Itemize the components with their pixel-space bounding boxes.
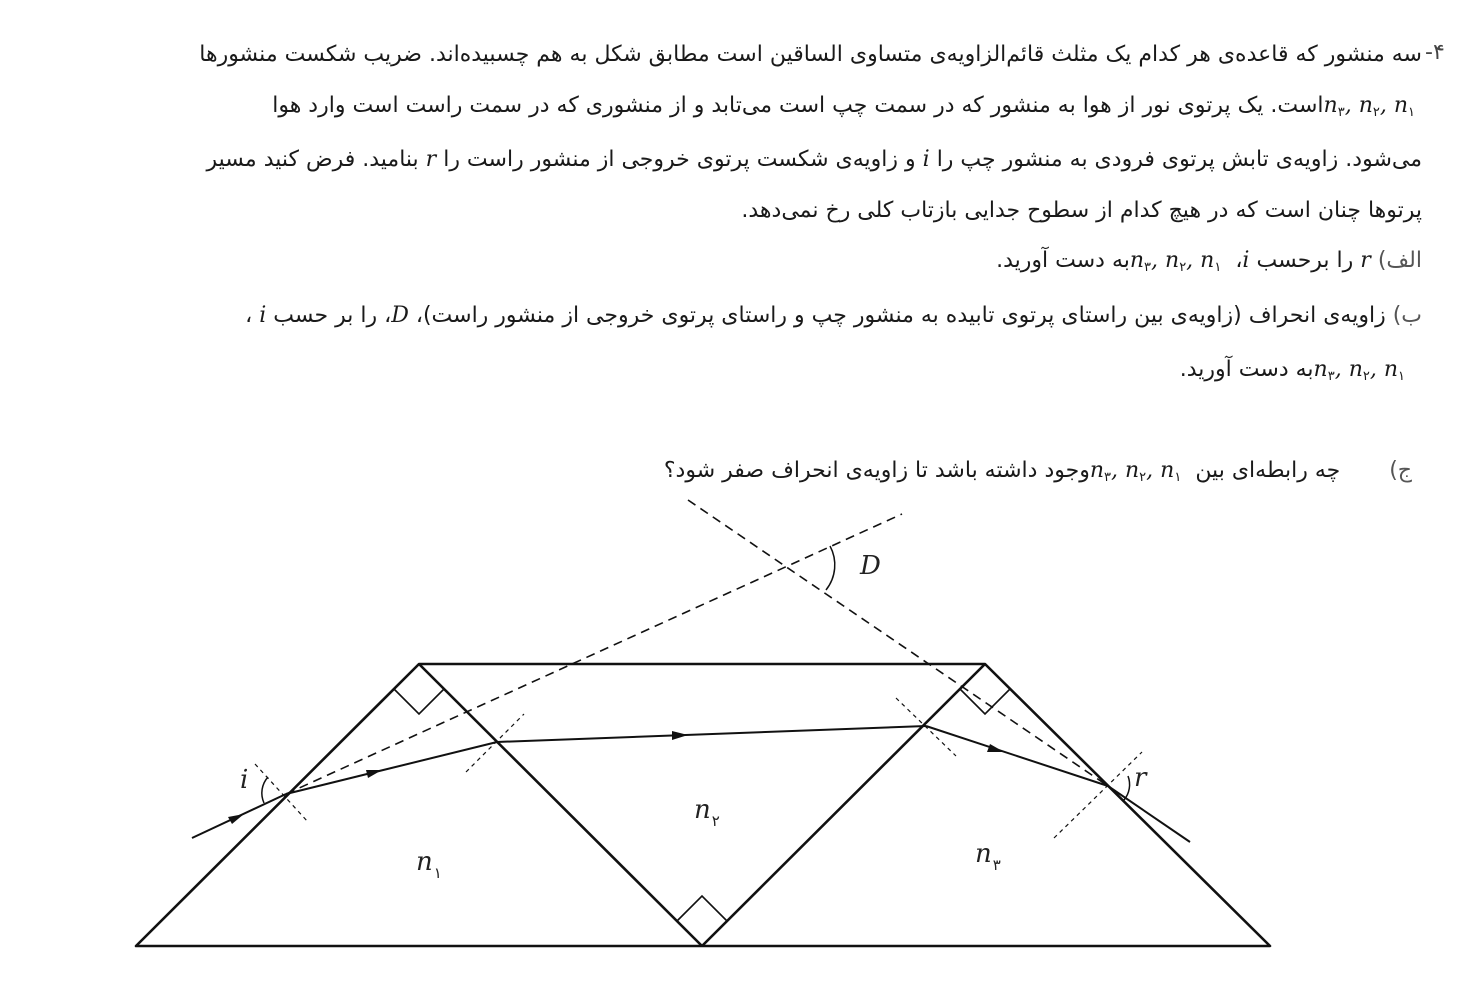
label-angle-i: i — [240, 765, 249, 795]
question-line-1-text: سه منشور که قاعده‌ی هر کدام یک مثلث قائم‌الزاویه‌ی متساوی الساقین است مطابق شکل به هم چسبیده‌اند. ضریب شکست منشورها — [199, 42, 1422, 67]
ray-in-prism-3 — [926, 726, 1108, 786]
part-a-text-1: را برحسب — [1256, 248, 1354, 273]
angle-arc-D — [826, 546, 835, 590]
incident-extension — [286, 514, 902, 794]
question-line-3-text-b: و زاویه‌ی شکست پرتوی خروجی از منشور راست را — [443, 147, 916, 172]
question-line-2-text: است. یک پرتوی نور از هوا به منشور که در سمت چپ است می‌تابد و از منشوری که در سمت راست است وارد هوا — [272, 93, 1324, 118]
symbol-i: i — [1242, 248, 1250, 273]
part-a-text-2: به دست آورید. — [996, 248, 1130, 273]
label-prism-2: n۲ — [694, 795, 720, 830]
prism-boundary-right — [702, 664, 985, 946]
part-b: ب) زاویه‌ی انحراف (زاویه‌ی بین راستای پرتوی تابیده به منشور چپ و راستای پرتوی خروجی از منشور راست)، D، را بر حسب i ، — [245, 303, 1422, 328]
right-angle-mark-bottom — [677, 896, 727, 921]
refractive-indices-list: $n_۳$, $n_۲$, $n_۱$ — [1089, 458, 1182, 485]
question-line-3-text-c: بنامید. فرض کنید مسیر — [206, 147, 419, 172]
emergent-extension — [688, 500, 1108, 786]
right-angle-mark-right — [960, 689, 1010, 714]
arrow-head-2 — [366, 770, 382, 778]
refractive-indices-list: $n_۳$, $n_۲$, $n_۱$ — [1313, 357, 1405, 384]
symbol-D: D — [391, 303, 409, 328]
part-a-label: الف) — [1377, 248, 1422, 273]
part-b-text-3: به دست آورید. — [1179, 357, 1314, 382]
symbol-i: i — [922, 147, 930, 172]
angle-arc-i — [262, 777, 268, 803]
arrow-head-1 — [228, 814, 244, 824]
symbol-r: r — [1360, 248, 1371, 273]
arrow-head-3 — [672, 731, 688, 740]
normal-left-face — [255, 764, 308, 822]
emergent-ray — [1108, 786, 1190, 842]
arrow-head-4 — [987, 744, 1004, 752]
part-c-label: ج) — [1389, 458, 1412, 483]
question-line-3-text-a: می‌شود. زاویه‌ی تابش پرتوی فرودی به منشور چپ را — [936, 147, 1422, 172]
symbol-r: r — [425, 147, 437, 172]
part-b-text-2: ، را بر حسب — [273, 303, 392, 328]
label-angle-D: D — [860, 551, 881, 581]
refractive-indices-list: $n_۳$, $n_۲$, $n_۱$ — [1323, 93, 1415, 120]
refractive-indices-list: $n_۳$, $n_۲$, $n_۱$ — [1129, 248, 1222, 275]
ray-in-prism-2 — [497, 726, 926, 742]
symbol-i: i — [259, 303, 267, 328]
part-c-text-1: چه رابطه‌ای بین — [1195, 458, 1341, 483]
label-prism-1: n۱ — [416, 847, 442, 882]
right-angle-mark-left — [394, 689, 444, 714]
ray-in-prism-1 — [286, 742, 497, 794]
normal-boundary-1 — [466, 714, 524, 772]
normal-right-face — [1054, 752, 1142, 838]
prism-boundary-left — [419, 664, 702, 946]
label-prism-3: n۳ — [975, 839, 1001, 874]
part-b-label: ب) — [1392, 303, 1422, 328]
part-c-text-2: وجود داشته باشد تا زاویه‌ی انحراف صفر شود؟ — [663, 458, 1090, 483]
part-a: الف) r را برحسب i، $n_۳$, $n_۲$, $n_۱$ به دست آورید. — [996, 248, 1422, 275]
question-line-4-text: پرتوها چنان است که در هیچ کدام از سطوح جدایی بازتاب کلی رخ نمی‌دهد. — [741, 198, 1422, 223]
part-b-text-1: زاویه‌ی انحراف (زاویه‌ی بین راستای پرتوی تابیده به منشور چپ و راستای پرتوی خروجی از منشور راست)، — [415, 303, 1386, 328]
question-number: -۴ — [1425, 40, 1445, 65]
label-angle-r: r — [1134, 763, 1147, 793]
